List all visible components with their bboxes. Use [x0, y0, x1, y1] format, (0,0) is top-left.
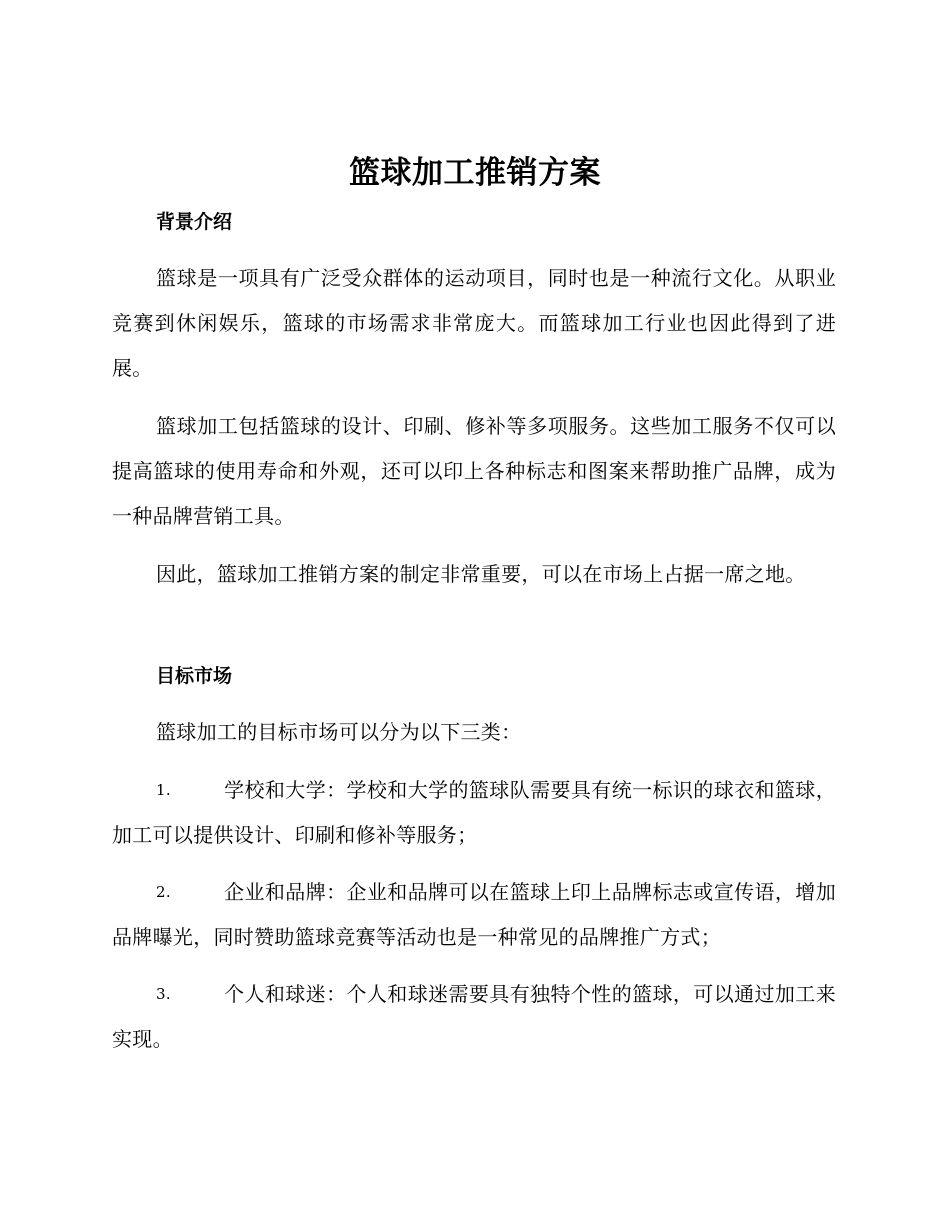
paragraph: 篮球是一项具有广泛受众群体的运动项目，同时也是一种流行文化。从职业竞赛到休闲娱乐，篮球的市场需求非常庞大。而篮球加工行业也因此得到了进展。	[112, 266, 836, 380]
list-number: 3.	[156, 985, 171, 1003]
list-item	[112, 972, 836, 1062]
list-item	[112, 870, 836, 960]
document-title: 篮球加工推销方案	[349, 155, 601, 191]
list-text: 企业和品牌：企业和品牌可以在篮球上印上品牌标志或宣传语，增加品牌曝光，同时赞助篮球竞赛等活动也是一种常见的品牌推广方式；	[112, 880, 836, 949]
list-text: 个人和球迷：个人和球迷需要具有独特个性的篮球，可以通过加工来实现。	[112, 982, 836, 1051]
section-heading-target-market: 目标市场	[156, 665, 233, 687]
paragraph-intro: 篮球加工的目标市场可以分为以下三类：	[156, 720, 522, 744]
section-heading-background: 背景介绍	[156, 211, 233, 233]
list-number: 2.	[156, 883, 171, 901]
list-number: 1.	[156, 781, 171, 799]
paragraph: 篮球加工包括篮球的设计、印刷、修补等多项服务。这些加工服务不仅可以提高篮球的使用寿命和外观，还可以印上各种标志和图案来帮助推广品牌，成为一种品牌营销工具。	[112, 414, 836, 528]
list-text: 学校和大学：学校和大学的篮球队需要具有统一标识的球衣和篮球，加工可以提供设计、印刷和修补等服务；	[112, 778, 836, 847]
paragraph: 因此，篮球加工推销方案的制定非常重要，可以在市场上占据一席之地。	[156, 562, 806, 586]
list-item	[112, 768, 836, 858]
